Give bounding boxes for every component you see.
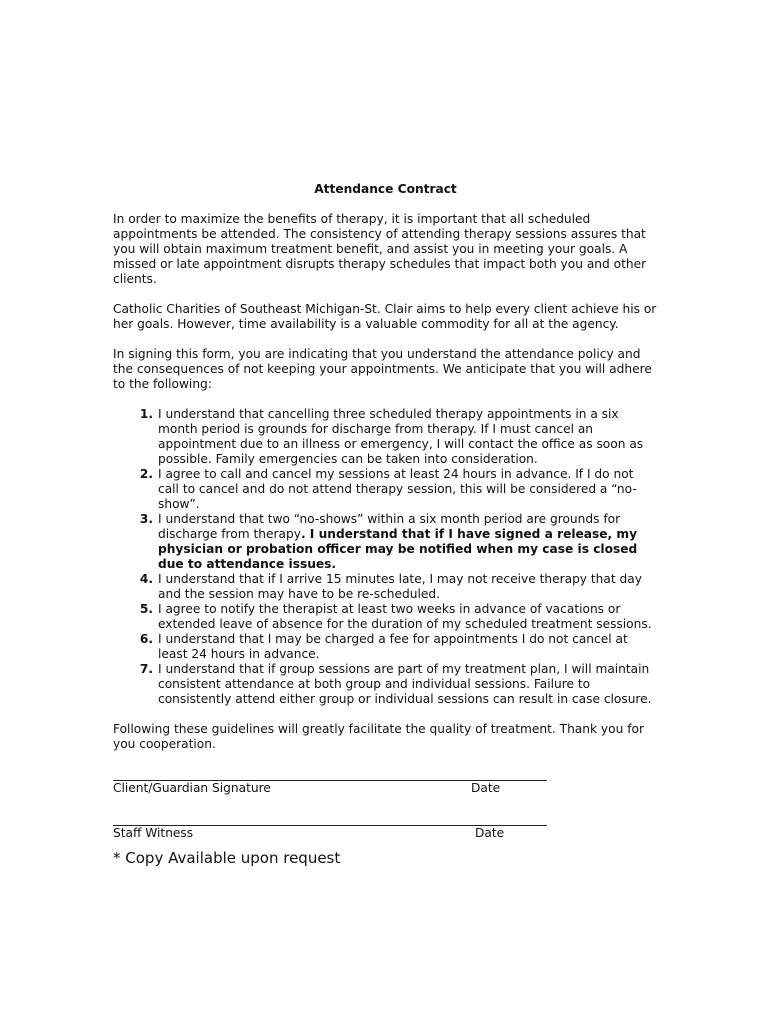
rule-text: I understand that if group sessions are part of my treatment plan, I will maintain consistent attendance at both group and individual sessions. Failure to consistently attend either group or individual sessions can result in case closure.: [158, 662, 652, 706]
intro-paragraph: In order to maximize the benefits of therapy, it is important that all scheduled appointments be attended. The consistency of attending therapy sessions assures that you will obtain maximum treatment benefit, and assist you in meeting your goals. A missed or late appointment disrupts therapy schedules that impact both you and other clients.: [113, 212, 647, 286]
document-body: [113, 182, 658, 867]
rule-text: I understand that cancelling three scheduled therapy appointments in a six month period is grounds for discharge from therapy. If I must cancel an appointment due to an illness or emergency, I will contact the office as soon as possible. Family emergencies can be taken into consideration.: [158, 407, 644, 466]
rule-item: [139, 572, 658, 602]
rule-text: I agree to call and cancel my sessions at least 24 hours in advance. If I do not call to cancel and do not attend therapy session, this will be considered a “no-show”.: [158, 467, 637, 511]
rule-text: I understand that if I arrive 15 minutes late, I may not receive therapy that day and the session may have to be re-scheduled.: [158, 572, 642, 601]
closing-paragraph: Following these guidelines will greatly facilitate the quality of treatment. Thank you for you cooperation.: [113, 722, 644, 751]
agency-paragraph: Catholic Charities of Southeast Michigan-St. Clair aims to help every client achieve his or her goals. However, time availability is a valuable commodity for all at the agency.: [113, 302, 657, 331]
rule-item: [139, 632, 658, 662]
client-signature-label: Client/Guardian Signature: [113, 781, 271, 795]
rule-text: I agree to notify the therapist at least two weeks in advance of vacations or extended leave of absence for the duration of my scheduled treatment sessions.: [158, 602, 652, 631]
copy-note: * Copy Available upon request: [113, 849, 341, 867]
rule-item: [139, 467, 658, 512]
rule-number: 3.: [139, 512, 153, 526]
rule-number: 4.: [139, 572, 153, 586]
rule-number: 7.: [139, 662, 153, 676]
rule-item: [139, 662, 658, 707]
rule-item: [139, 407, 658, 467]
rule-number: 2.: [139, 467, 153, 481]
rule-text: I understand that two “no-shows” within a six month period are grounds for discharge from therapy: [158, 512, 621, 541]
rule-number: 1.: [139, 407, 153, 421]
document-title: Attendance Contract: [314, 182, 457, 196]
witness-signature-block: [113, 819, 658, 849]
rule-bold-text: . I understand that if I have signed a release, my physician or probation officer may be notified when my case is closed due to attendance issues.: [158, 527, 638, 571]
client-date-label: Date: [471, 781, 501, 795]
client-signature-block: [113, 774, 658, 819]
signing-paragraph: In signing this form, you are indicating that you understand the attendance policy and the consequences of not keeping your appointments. We anticipate that you will adhere to the following:: [113, 347, 652, 391]
witness-signature-label: Staff Witness: [113, 826, 194, 840]
rule-item: [139, 602, 658, 632]
rule-number: 5.: [139, 602, 153, 616]
rule-number: 6.: [139, 632, 153, 646]
witness-date-label: Date: [475, 826, 505, 840]
rule-item: [139, 512, 658, 572]
rule-text: I understand that I may be charged a fee for appointments I do not cancel at least 24 hours in advance.: [158, 632, 628, 661]
attendance-rules-list: [113, 407, 658, 707]
